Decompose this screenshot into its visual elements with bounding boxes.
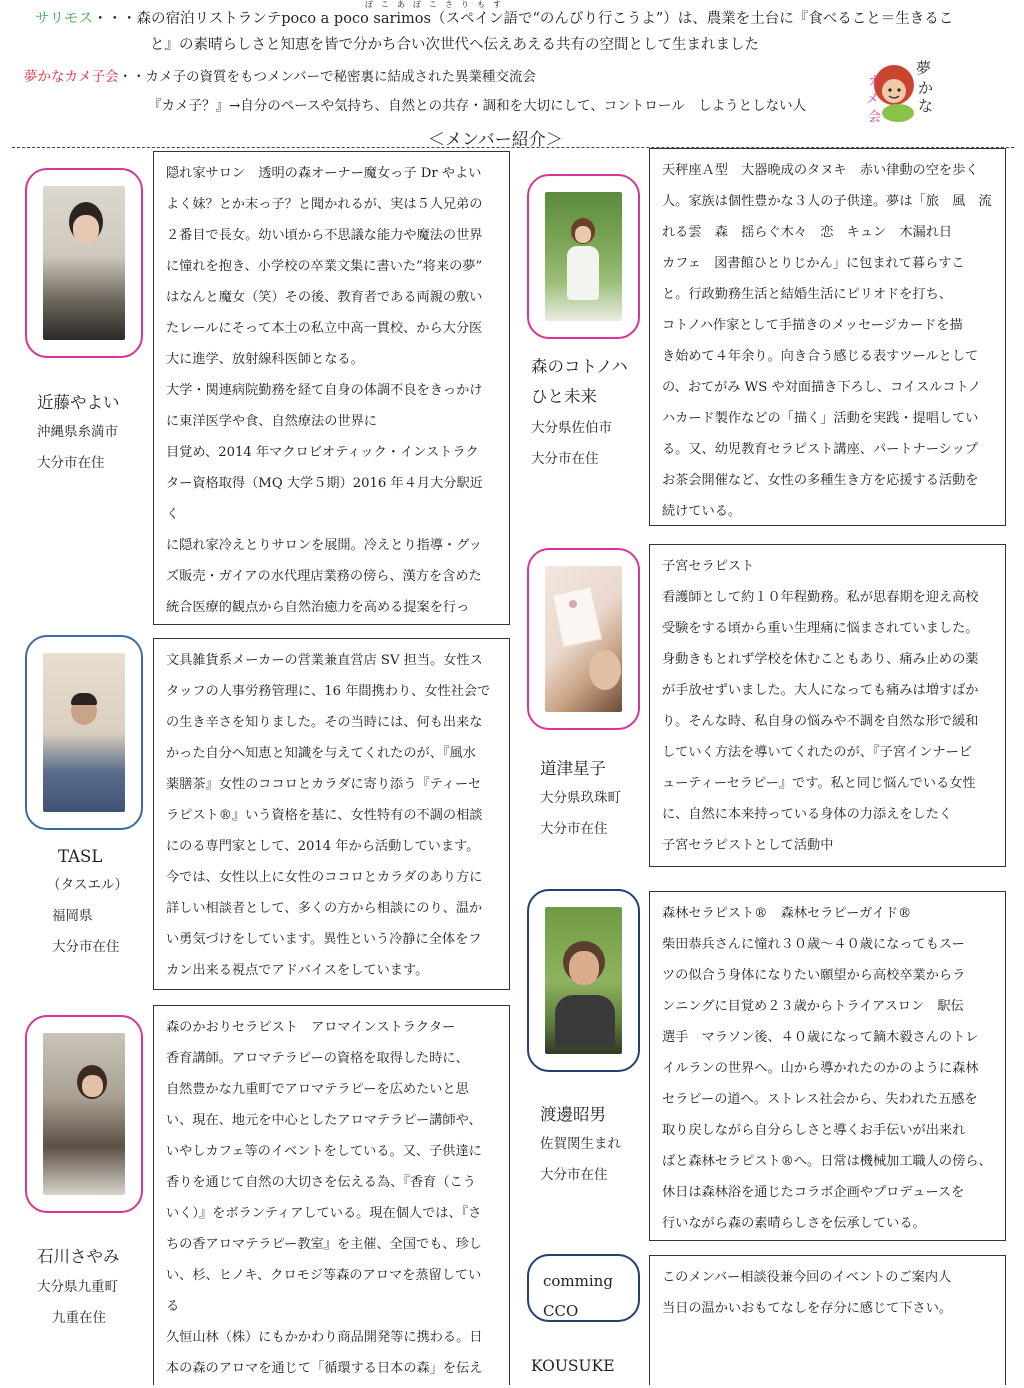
bio-line: 久恒山林（株）にもかかわり商品開発等に携わる。日 (166, 1330, 483, 1345)
bio-line: 行いながら森の素晴らしさを伝承している。 (662, 1216, 926, 1231)
ishikawa-name: 石川さやみ (37, 1247, 120, 1266)
bio-line: の生き辛さを知りました。その当時には、何も出来な (166, 715, 483, 730)
watanabe-birthplace: 佐賀関生まれ (540, 1136, 621, 1152)
kotonoha-name-2: ひと未来 (531, 387, 597, 406)
svg-text:メ: メ (866, 92, 880, 107)
bio-line: 取り戻しながら自分らしさと導くお手伝いが出来れ (662, 1123, 966, 1138)
header-line-3 (24, 66, 536, 88)
bio-line: ばと森林セラピスト®へ。日常は機械加工職人の傍ら、 (662, 1154, 992, 1169)
header-line-4: 『カメ子？』→自分のペースや気持ち、自然との共存・調和を大切にして、コントロール しようとしない人 (148, 98, 807, 114)
bio-line: き始めて４年余り。向き合う感じる表すツールとして (662, 349, 979, 364)
kousuke-name: KOUSUKE (531, 1357, 615, 1375)
bio-line: ２番目で長女。幼い頃から不思議な能力や魔法の世界 (166, 228, 483, 243)
kondo-photo (25, 168, 143, 358)
kotonoha-photo (527, 174, 640, 339)
bio-line: いく）』をボランティアしている。現在個人では、『さ (166, 1206, 482, 1221)
michitsu-bio (649, 544, 1006, 867)
ishikawa-photo (25, 1015, 143, 1213)
bio-line: 統合医療的観点から自然治癒力を高める提案を行っ (166, 600, 470, 615)
kamekokai-description: ・・カメ子の資質をもつメンバーで秘密裏に結成された異業種交流会 (118, 69, 537, 85)
bio-line: の、おてがみ WS や対面描き下ろし、コイスルコトノ (662, 380, 982, 395)
watanabe-name: 渡邊昭男 (540, 1105, 606, 1124)
bio-line: れる雲 森 揺らぐ木々 恋 キュン 木漏れ日 (662, 225, 953, 240)
bio-line: カフェ 図書館ひとりじかん」に包まれて暮らすこ (662, 256, 965, 271)
kousuke-photo-placeholder (527, 1254, 640, 1322)
bio-line: い、現在、地元を中心としたアロマテラピー講師や、 (166, 1113, 482, 1128)
kondo-location: 沖縄県糸満市 (37, 424, 118, 440)
michitsu-photo (527, 548, 640, 730)
bio-line: 子宮セラピスト (662, 559, 755, 574)
kotonoha-location: 大分県佐伯市 (531, 420, 612, 436)
bio-line: していく方法を導いてくれたのが、『子宮インナービ (662, 745, 972, 760)
bio-line: 大に進学、放射線科医師となる。 (166, 352, 364, 367)
tasl-residence: 大分市在住 (52, 939, 120, 955)
kamekokai-logo (858, 55, 938, 127)
bio-line: 自然豊かな九重町でアロマテラピーを広めたいと思 (166, 1082, 469, 1097)
svg-text:か: か (918, 79, 934, 97)
bio-line: 文具雑貨系メーカーの営業兼直営店 SV 担当。女性ス (166, 653, 483, 668)
bio-line: このメンバー相談役兼今回のイベントのご案内人 (662, 1270, 952, 1285)
tasl-photo (25, 635, 143, 830)
bio-line: ツの似合う身体になりたい願望から高校卒業からラ (662, 968, 966, 983)
svg-text:夢: 夢 (916, 59, 932, 77)
kousuke-cco-text: CCO (543, 1302, 579, 1320)
bio-line: タッフの人事労務管理に、16 年間携わり、女性社会で (166, 684, 491, 699)
bio-line: 子宮セラピストとして活動中 (662, 838, 834, 853)
bio-line: 森林セラピスト® 森林セラピーガイド® (662, 906, 912, 921)
bio-line: にのる専門家として、2014 年から活動しています。 (166, 839, 480, 854)
bio-line: く (166, 507, 180, 522)
kotonoha-residence: 大分市在住 (531, 451, 599, 467)
bio-line: ンニングに目覚め２３歳からトライアスロン 駅伝 (662, 999, 964, 1014)
kondo-bio (153, 151, 510, 625)
bio-line: 隠れ家サロン 透明の森オーナー魔女っ子 Dr やよい (166, 166, 482, 181)
bio-line: 休日は森林浴を通じたコラボ企画やプロデュースを (662, 1185, 965, 1200)
bio-line: 受験をする頃から重い生理痛に悩まされていました。 (662, 621, 979, 636)
ishikawa-bio (153, 1005, 510, 1385)
kousuke-bio (649, 1255, 1006, 1385)
kamekokai-label: 夢かなカメ子会 (24, 69, 119, 85)
bio-line: 詳しい相談者として、多くの方から相談にのり、温か (166, 901, 483, 916)
michitsu-residence: 大分市在住 (540, 821, 608, 837)
bio-line: 大学・関連病院勤務を経て自身の体調不良をきっかけ (166, 383, 483, 398)
bio-line: 本の森のアロマを通じて「循環する日本の森」を伝え (166, 1361, 483, 1376)
sarimos-description: ・・・森の宿泊リストランテpoco a poco sarimos（スペイン語で“のんびり行こうよ”）は、農業を土台に『食べること＝生きるこ (93, 11, 954, 27)
bio-line: ラピスト®』いう資格を基に、女性特有の不調の相談 (166, 808, 483, 823)
bio-line: に、自然に本来持っている身体の力添えをしたく (662, 807, 953, 822)
bio-line: 目覚め、2014 年マクロビオティック・インストラク (166, 445, 479, 460)
tasl-reading: （タスエル） (47, 877, 128, 893)
bio-line: 今では、女性以上に女性のココロとカラダのあり方に (166, 870, 483, 885)
svg-text:な: な (918, 97, 934, 115)
bio-line: に東洋医学や食、自然療法の世界に (166, 414, 377, 429)
kotonoha-bio (649, 148, 1006, 526)
svg-text:カ: カ (868, 74, 882, 89)
bio-line: かった自分へ知恵と知識を与えてくれたのが、『風水 (166, 746, 476, 761)
watanabe-bio (649, 891, 1006, 1241)
ishikawa-location: 大分県九重町 (37, 1279, 118, 1295)
bio-line: セラピーの道へ。ストレス社会から、失われた五感を (662, 1092, 978, 1107)
bio-line: はなんと魔女（笑）その後、教育者である両親の敷い (166, 290, 483, 305)
header-line-1 (35, 8, 1015, 30)
bio-line: 香りを通じて自然の大切さを伝える為、『香育（こう (166, 1175, 476, 1190)
bio-line: 身動きもとれず学校を休むこともあり、痛み止めの薬 (662, 652, 979, 667)
bio-line: い勇気づけをしています。異性という冷静に全体をフ (166, 932, 482, 947)
bio-line: よく妹？とか末っ子？と聞かれるが、実は５人兄弟の (166, 197, 483, 212)
sarimos-label: サリモス (35, 11, 93, 27)
ishikawa-residence: 九重在住 (52, 1310, 106, 1326)
bio-line: に隠れ家冷えとりサロンを展開。冷えとり指導・グッ (166, 538, 482, 553)
bio-line: カン出来る視点でアドバイスをしています。 (166, 963, 429, 978)
bio-line: イルランの世界へ。山から導かれたのかのように森林 (662, 1061, 979, 1076)
svg-text:会: 会 (868, 110, 882, 125)
bio-line: 看護師として約１０年程勤務。私が思春期を迎え高校 (662, 590, 979, 605)
bio-line: いやしカフェ等のイベントをしている。又、子供達に (166, 1144, 482, 1159)
tasl-bio (153, 638, 510, 990)
ruby-reading: ぽこあぽこさりもす (365, 0, 509, 9)
section-title: ＜メンバー紹介＞ (428, 130, 563, 150)
kondo-residence: 大分市在住 (37, 455, 105, 471)
bio-line: 香育講師。アロマテラピーの資格を取得した時に、 (166, 1051, 469, 1066)
bio-line: 柴田恭兵さんに憧れ３０歳～４０歳になってもスー (662, 937, 965, 952)
bio-line: 続けている。 (662, 504, 742, 519)
kondo-name: 近藤やよい (37, 393, 120, 412)
bio-line: ズ販売・ガイアの水代理店業務の傍ら、漢方を含めた (166, 569, 482, 584)
bio-line: り。そんな時、私自身の悩みや不調を自然な形で緩和 (662, 714, 979, 729)
michitsu-name: 道津星子 (540, 759, 606, 778)
bio-line: 森のかおりセラピスト アロマインストラクター (166, 1020, 456, 1035)
bio-line: い、杉、ヒノキ、クロモジ等森のアロマを蒸留してい (166, 1268, 482, 1283)
bio-line: お茶会開催など、女性の多種生き方を応援する活動を (662, 473, 979, 488)
bio-line: と。行政勤務生活と結婚生活にピリオドを打ち、 (662, 287, 952, 302)
header-line-2: と』の素晴らしさと知恵を皆で分かち合い次世代へ伝えあえる共有の空間として生まれました (150, 37, 759, 53)
bio-line: ちの香アロマテラピー教室』を主催、全国でも、珍し (166, 1237, 482, 1252)
kousuke-coming-text: comming (543, 1272, 613, 1290)
bio-line: コトノハ作家として手描きのメッセージカードを描 (662, 318, 963, 333)
kotonoha-name-1: 森のコトノハ (531, 357, 628, 376)
bio-line: る (166, 1299, 180, 1314)
bio-line: 選手 マラソン後、４０歳になって鏑木毅さんのトレ (662, 1030, 979, 1045)
bio-line: ューティーセラピー』です。私と同じ悩んでいる女性 (662, 776, 976, 791)
bio-line: 当日の温かいおもてなしを存分に感じて下さい。 (662, 1301, 953, 1316)
bio-line: が手放せずいました。大人になっても痛みは増すばか (662, 683, 979, 698)
tasl-location: 福岡県 (52, 908, 93, 924)
bio-line: に憧れを抱き、小学校の卒業文集に書いた”将来の夢” (166, 259, 483, 274)
bio-line: 薬膳茶』女性のココロとカラダに寄り添う『ティーセ (166, 777, 482, 792)
bio-line: 天秤座Ａ型 大器晩成のタヌキ 赤い律動の空を歩く (662, 163, 979, 178)
bio-line: ター資格取得（MQ 大学５期）2016 年４月大分駅近 (166, 476, 483, 491)
watanabe-residence: 大分市在住 (540, 1167, 608, 1183)
michitsu-location: 大分県玖珠町 (540, 790, 621, 806)
bio-line: る。又、幼児教育セラピスト講座、パートナーシップ (662, 442, 978, 457)
bio-line: たレールにそって本土の私立中高一貫校、から大分医 (166, 321, 483, 336)
tasl-name: TASL (58, 847, 103, 866)
watanabe-photo (527, 889, 640, 1072)
bio-line: 人。家族は個性豊かな３人の子供達。夢は「旅 風 流 (662, 194, 992, 209)
bio-line: ハカード製作などの「描く」活動を実践・提唱してい (662, 411, 979, 426)
